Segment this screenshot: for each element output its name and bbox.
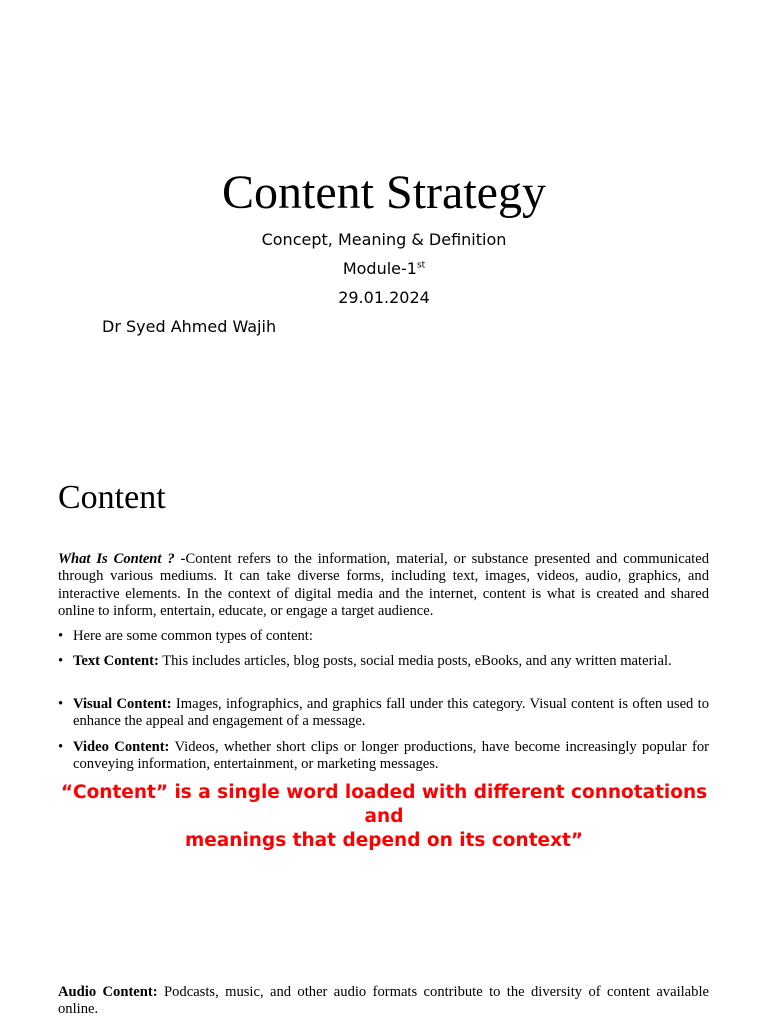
list-item [58,628,709,645]
audio-label: Audio Content: [58,984,158,1000]
bullet-icon: • [58,696,64,712]
module-superscript: st [416,260,426,271]
module-label [0,259,768,279]
audio-content-paragraph [58,984,709,1019]
list-item [58,653,709,670]
quote-line-1: “Content” is a single word loaded with different connotations and [60,782,708,827]
list-item-text: Here are some common types of content: [73,628,313,644]
list-item [58,739,709,774]
module-prefix: Module-1 [342,259,417,278]
highlight-quote [40,781,728,853]
quote-line-2: meanings that depend on its context” [184,830,584,851]
intro-text: Content refers to the information, material, or substance presented and communicated through various mediums. It can take diverse forms, including text, images, videos, audio, graphics, and interactive elements. In the context of digital media and the internet, content is what is created and shared online to inform, entertain, educate, or engage a target audience. [58,551,709,620]
bullet-icon: • [58,653,64,669]
content-slide [0,450,768,1024]
intro-lead: What Is Content ? - [58,551,186,567]
bullet-icon: • [58,628,64,644]
presentation-date: 29.01.2024 [338,288,430,307]
author-name: Dr Syed Ahmed Wajih [102,317,277,336]
list-item-text: Images, infographics, and graphics fall under this category. Visual content is often used to enhance the appeal and engagement of a message. [73,696,709,730]
bullet-icon: • [58,739,64,755]
slide-heading: Content [58,479,166,516]
presentation-subtitle: Concept, Meaning & Definition [261,230,507,249]
intro-paragraph [58,551,709,621]
list-item-text: Videos, whether short clips or longer productions, have become increasingly popular for conveying information, entertainment, or marketing messages. [73,739,709,773]
audio-text: Podcasts, music, and other audio formats contribute to the diversity of content available online. [58,984,709,1018]
list-item-text: This includes articles, blog posts, social media posts, eBooks, and any written material. [158,653,672,669]
list-item-label: Video Content: [73,739,170,755]
title-slide [0,0,768,450]
list-item [58,696,709,731]
presentation-title: Content Strategy [222,166,546,219]
list-item-label: Text Content: [73,653,159,669]
list-item-label: Visual Content: [73,696,172,712]
